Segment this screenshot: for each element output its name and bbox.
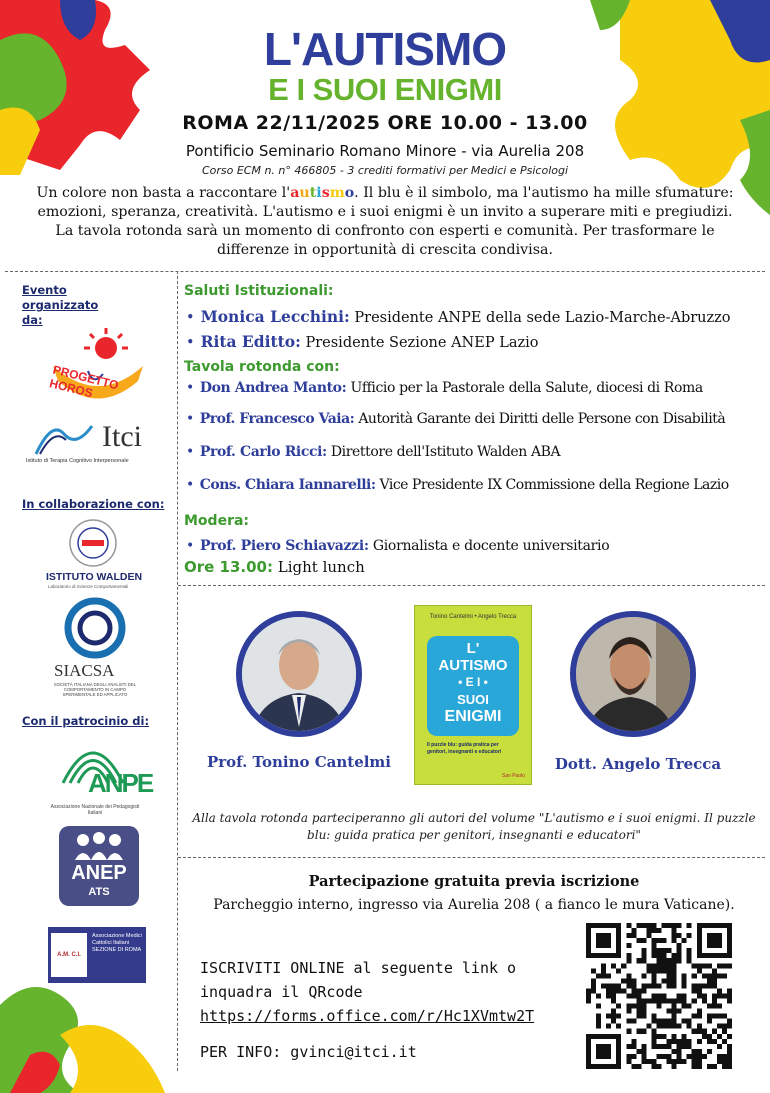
bullet: •: [186, 538, 194, 554]
patronage-label: Con il patrocinio di:: [22, 714, 150, 728]
speaker-name: Rita Editto:: [200, 332, 301, 351]
author2-photo: [570, 611, 696, 737]
book-title-l: L': [466, 640, 480, 657]
anpe-subtext: Associazione Nazionale dei Pedagogisti Italiani: [50, 804, 140, 816]
book-authors: Tonino Cantelmi • Angelo Trecca: [429, 614, 517, 620]
lunch-time: Ore 13.00:: [184, 558, 273, 576]
speaker-name: Cons. Chiara Iannarelli:: [199, 477, 376, 493]
tavola-item: [186, 477, 729, 493]
anpe-text: ANPE: [88, 768, 153, 798]
registration-block: [200, 956, 534, 1028]
book-title-enigmi: ENIGMI: [444, 708, 502, 725]
info-contact: PER INFO: gvinci@itci.it: [200, 1043, 417, 1061]
book-title-block: [427, 636, 519, 736]
event-title: L'AUTISMO: [263, 23, 507, 75]
speaker-role: Direttore dell'Istituto Walden ABA: [330, 444, 561, 460]
anep-text: ANEP: [71, 862, 127, 884]
saluti-title: Saluti Istituzionali:: [184, 283, 334, 299]
progetto-horos-text: PROGETTO HOROS: [48, 362, 120, 401]
parking-note: Parcheggio interno, ingresso via Aurelia 208 ( a fianco le mura Vaticane).: [213, 897, 735, 913]
speaker-name: Don Andrea Manto:: [199, 380, 347, 396]
speaker-role: Giornalista e docente universitario: [372, 538, 610, 554]
walden-emblem-icon: [68, 518, 118, 568]
participation-note: Partecipazione gratuita previa iscrizione: [308, 873, 640, 890]
modera-title: Modera:: [184, 513, 250, 529]
tavola-item: [186, 380, 703, 396]
intro-paragraph: [30, 184, 740, 260]
book-caption: Alla tavola rotonda parteciperanno gli autori del volume "L'autismo e i suoi enigmi. Il puzzle blu: guida pratica per genitori, insegnanti e educatori": [192, 811, 756, 842]
modera-item: [186, 538, 609, 554]
siacsa-logo: [50, 597, 150, 702]
divider-top: [5, 271, 765, 272]
walden-logo: [40, 518, 150, 590]
wave-icon: [34, 420, 94, 456]
book-cover: [414, 605, 532, 785]
event-subtitle: E I SUOI ENIGMI: [268, 72, 502, 107]
person-icon: [242, 617, 356, 731]
siacsa-subtext: SOCIETÀ ITALIANA DEGLI ANALISTI DEL COMPORTAMENTO IN CAMPO SPERIMENTALE ED APPLICATO: [53, 682, 137, 697]
bullet: •: [186, 310, 195, 326]
highlight-letter: a: [290, 185, 300, 201]
anep-logo: [59, 826, 139, 906]
book-title-autismo: AUTISMO: [438, 657, 508, 674]
walden-subtext: Laboratorio di Scienze Comportamentali: [48, 584, 129, 589]
amci-emblem: [51, 933, 87, 977]
amci-subtext: Associazione Medici Cattolici Italiani SEZIONE DI ROMA: [92, 933, 142, 953]
event-dateline: ROMA 22/11/2025 ORE 10.00 - 13.00: [182, 112, 588, 134]
itci-text: Itci: [102, 420, 142, 453]
amci-logo: [48, 927, 146, 983]
registration-line1: ISCRIVITI ONLINE al seguente link o: [200, 959, 517, 977]
highlight-letter: u: [299, 185, 310, 201]
tavola-title: Tavola rotonda con:: [184, 359, 340, 375]
intro-highlight: [290, 185, 354, 201]
puzzle-decoration-bottom-left: [0, 975, 165, 1093]
speaker-name: Prof. Francesco Vaia:: [199, 411, 355, 427]
tavola-item: [186, 411, 725, 427]
lunch-line: [184, 558, 365, 576]
bullet: •: [186, 477, 194, 493]
bullet: •: [186, 411, 194, 427]
siacsa-text: SIACSA: [54, 661, 115, 680]
intro-rest: . Il blu è il simbolo, ma l'autismo ha mille sfumature: emozioni, speranza, creatività. L'autismo e i suoi enigmi è un invito a superare miti e pregiudizi. La tavola rotonda sarà un momento di confronto con esperti e comunità. Per trasformare le differenze in opportunità di crescita condivisa.: [37, 185, 734, 258]
lunch-text: Light lunch: [277, 558, 365, 576]
book-publisher: San Paolo: [501, 773, 525, 779]
speaker-role: Ufficio per la Pastorale della Salute, diocesi di Roma: [350, 380, 703, 396]
highlight-letter: m: [329, 185, 345, 201]
collaboration-label: In collaborazione con:: [22, 497, 165, 511]
speaker-role: Presidente Sezione ANEP Lazio: [305, 335, 539, 351]
intro-lead: Un colore non basta a raccontare l': [36, 185, 291, 201]
ecm-note: Corso ECM n. n° 466805 - 3 crediti formativi per Medici e Psicologi: [201, 164, 569, 177]
amci-text: A.M. C.I.: [57, 952, 81, 958]
person-icon: [576, 617, 690, 731]
bullet: •: [186, 335, 195, 351]
speaker-role: Presidente ANPE della sede Lazio-Marche-Abruzzo: [354, 310, 731, 326]
book-title-ei: • E I •: [458, 675, 488, 689]
highlight-letter: o: [344, 185, 355, 201]
highlight-letter: i: [316, 185, 322, 201]
anpe-logo: [50, 738, 153, 820]
author2-name: Dott. Angelo Trecca: [554, 755, 722, 773]
siacsa-emblem-icon: [55, 597, 135, 659]
bullet: •: [186, 380, 194, 396]
people-icon: [69, 832, 129, 860]
anep-subtext: ATS: [88, 886, 110, 898]
speaker-name: Prof. Piero Schiavazzi:: [199, 538, 369, 554]
highlight-letter: s: [321, 185, 330, 201]
divider-program: [178, 585, 765, 586]
progetto-horos-logo: [48, 326, 148, 411]
event-venue: Pontificio Seminario Romano Minore - via Aurelia 208: [185, 142, 585, 160]
saluti-item: [186, 307, 731, 326]
itci-subtext: Istituto di Terapia Cognitivo Interpersonale: [26, 458, 129, 464]
speaker-role: Vice Presidente IX Commissione della Regione Lazio: [379, 477, 729, 493]
speaker-name: Prof. Carlo Ricci:: [199, 444, 327, 460]
walden-text: ISTITUTO WALDEN: [46, 571, 143, 583]
speaker-role: Autorità Garante dei Diritti delle Persone con Disabilità: [358, 411, 726, 427]
qr-code[interactable]: [586, 923, 732, 1069]
tavola-item: [186, 444, 560, 460]
saluti-item: [186, 332, 538, 351]
registration-line2: inquadra il QRcode: [200, 983, 363, 1001]
divider-vertical: [177, 271, 178, 1071]
author1-name: Prof. Tonino Cantelmi: [206, 753, 392, 771]
organized-by-label: Evento organizzato da:: [22, 283, 99, 327]
registration-link[interactable]: https://forms.office.com/r/Hc1XVmtw2T: [200, 1007, 535, 1025]
author1-photo: [236, 611, 362, 737]
divider-authors: [178, 857, 765, 858]
highlight-letter: t: [309, 185, 317, 201]
speaker-name: Monica Lecchini:: [200, 307, 350, 326]
book-subtitle: Il puzzle blu: guida pratica per genitori, insegnanti e educatori: [427, 742, 502, 755]
book-title-suoi: SUOI: [457, 692, 489, 707]
itci-logo: [26, 420, 166, 470]
bullet: •: [186, 444, 194, 460]
